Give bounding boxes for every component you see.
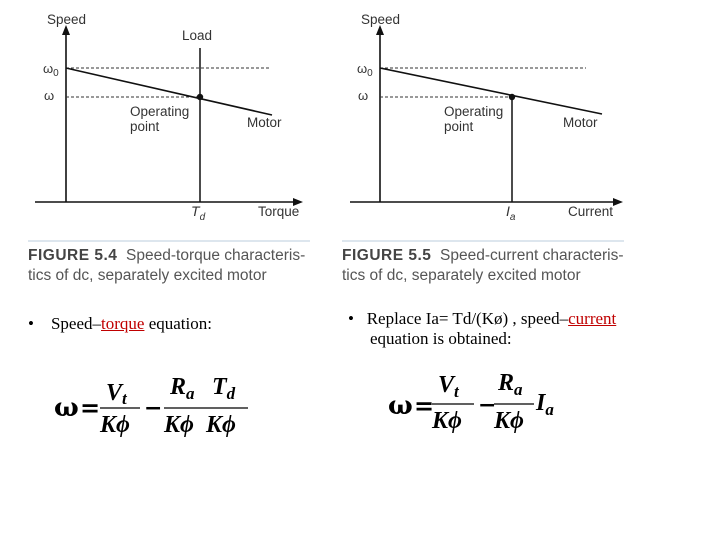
eq-numerator-td: $T_d$ bbox=[212, 374, 236, 403]
caption-number: FIGURE 5.4 bbox=[28, 247, 118, 264]
figure-speed-current bbox=[340, 0, 640, 240]
operating-point-label: Operating point bbox=[444, 104, 504, 134]
caption-text-line2: tics of dc, separately excited motor bbox=[28, 267, 267, 284]
motor-label: Motor bbox=[247, 115, 282, 130]
bullet-marker: • bbox=[28, 314, 34, 333]
eq-current-ia: $I_a$ bbox=[536, 390, 554, 419]
current-point-label: $I_a$ bbox=[506, 203, 516, 223]
eq-denominator-kphi-2: Kϕ bbox=[494, 408, 524, 434]
caption-number: FIGURE 5.5 bbox=[342, 247, 432, 264]
bullet-highlight-torque: torque bbox=[101, 314, 145, 333]
eq-omega: ω bbox=[388, 391, 413, 421]
eq-equals: = bbox=[80, 393, 101, 422]
eq-numerator-vt: Vt bbox=[106, 380, 127, 408]
eq-numerator-ra: $R_a$ bbox=[170, 374, 195, 403]
torque-point-label: $T_d$ bbox=[191, 203, 206, 223]
omega-label: ω bbox=[358, 88, 369, 103]
eq-minus: − bbox=[144, 395, 163, 421]
caption-rule-right bbox=[342, 240, 624, 242]
x-axis-label: Current bbox=[568, 204, 614, 219]
bullet-text-prefix: Speed– bbox=[50, 314, 101, 333]
eq-numerator-ra: $R_a$ bbox=[498, 370, 523, 399]
figure-speed-torque bbox=[0, 0, 340, 240]
eq-denominator-kphi: Kϕ bbox=[432, 408, 462, 434]
equation-speed-current bbox=[384, 366, 574, 446]
caption-rule-left bbox=[28, 240, 310, 242]
operating-point-marker bbox=[509, 94, 515, 100]
y-axis-label: Speed bbox=[361, 12, 401, 27]
bullet-text-suffix: equation: bbox=[144, 314, 212, 333]
eq-denominator-kphi-2: Kϕ bbox=[206, 412, 236, 438]
equation-speed-torque bbox=[50, 370, 260, 450]
x-axis-label: Torque bbox=[258, 204, 300, 219]
omega0-label: $\omega_0$ bbox=[357, 61, 373, 79]
eq-numerator-vt: $V_t$ bbox=[438, 372, 459, 401]
eq-equals: = bbox=[414, 391, 435, 420]
bullet-marker: • bbox=[348, 309, 354, 328]
omega0-label: $\omega_0$ bbox=[43, 61, 59, 79]
caption-figure-5-5 bbox=[342, 246, 642, 286]
operating-point-marker bbox=[197, 94, 203, 100]
bullet-speed-torque bbox=[28, 314, 318, 334]
y-axis-label: Speed bbox=[47, 12, 87, 27]
caption-text-line2: tics of dc, separately excited motor bbox=[342, 267, 581, 284]
motor-label: Motor bbox=[563, 115, 598, 130]
bullet-speed-current bbox=[348, 309, 708, 349]
caption-text-line1: Speed-current characteris- bbox=[440, 247, 624, 264]
bullet-text-prefix: Replace Ia= Td/(Kø) , speed– bbox=[366, 309, 569, 328]
operating-point-label: Operating point bbox=[130, 104, 190, 134]
caption-text-line1: Speed-torque characteris- bbox=[126, 247, 306, 264]
bullet-text-line2: equation is obtained: bbox=[370, 329, 512, 348]
eq-denominator-kphi: Kϕ bbox=[100, 412, 130, 438]
eq-denominator-kphi-1: Kϕ bbox=[164, 412, 194, 438]
eq-minus: − bbox=[478, 392, 497, 418]
eq-omega: ω bbox=[54, 393, 79, 423]
caption-figure-5-4 bbox=[28, 246, 318, 286]
omega-label: ω bbox=[44, 88, 55, 103]
load-label: Load bbox=[182, 28, 213, 43]
bullet-highlight-current: current bbox=[568, 309, 617, 328]
